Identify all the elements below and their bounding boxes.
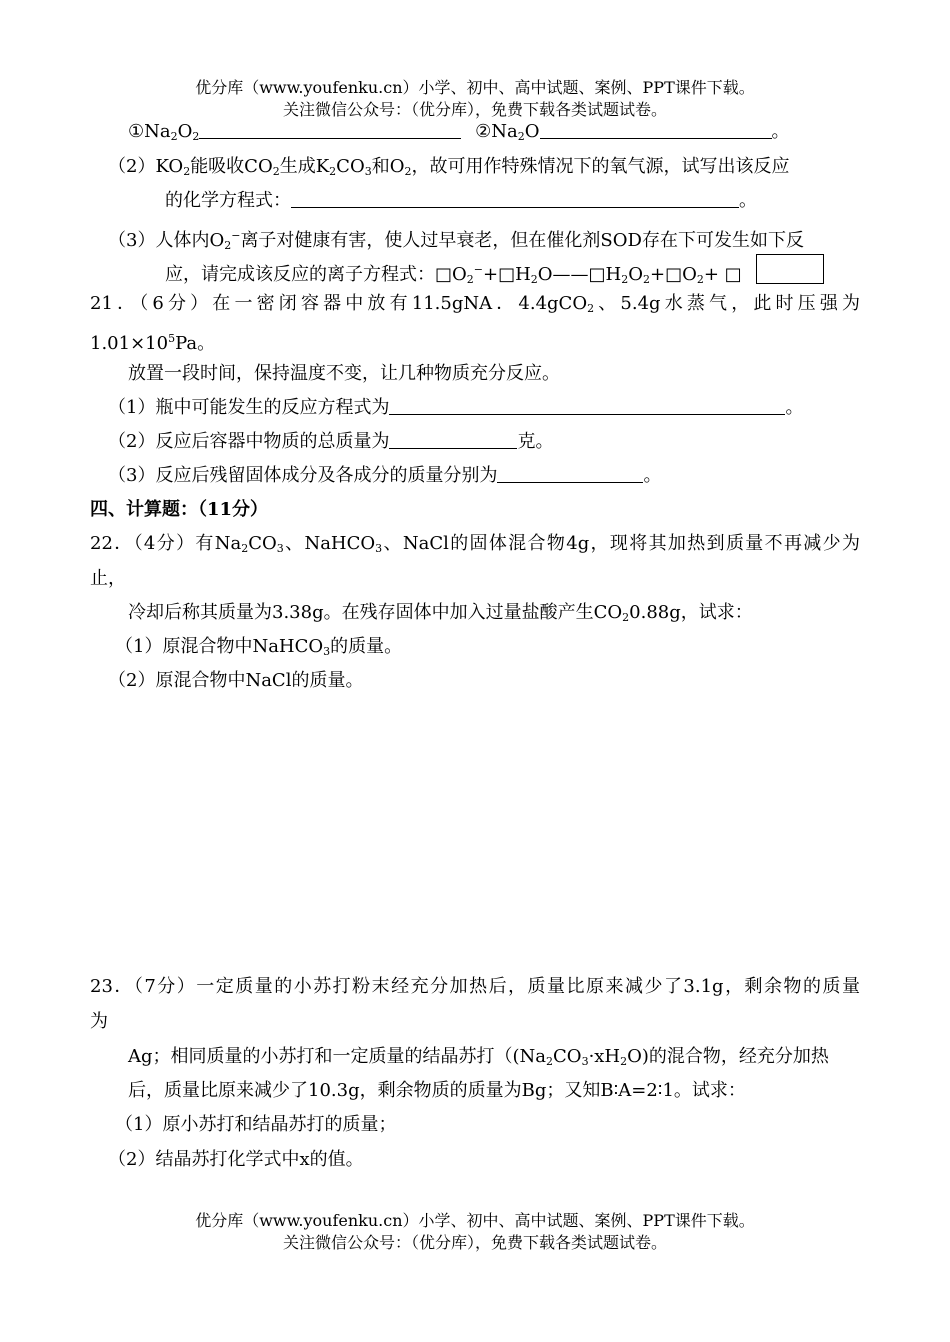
q23-sub-1: （1）原小苏打和结晶苏打的质量；	[115, 1114, 397, 1135]
q23-line-2: 为	[90, 1011, 108, 1032]
q23-sub-2: （2）结晶苏打化学式中x的值。	[108, 1149, 364, 1170]
q20-part2-line-1: $(2)KO_2$能吸收$CO_2$生成$K_2CO_3$和$O_2$，故可用作特殊情况下的氧气源，试写出该反应	[108, 156, 790, 178]
q20-part3-line-2: 应，请完成该反应的离子方程式：$□O_2^-+□H_2O——□H_2O_2+□O_2+$ □	[165, 263, 742, 286]
answer-blank[interactable]	[389, 396, 785, 415]
answer-blank[interactable]	[497, 464, 643, 483]
answer-blank[interactable]	[291, 189, 739, 208]
q23-line-4: 后，质量比原来减少了10.3g，剩余物质的质量为Bg；又知B∶A=2∶1。试求：	[128, 1080, 746, 1101]
q22-line-1: 22．（4分）有$Na_2CO_3$、NaHCO$_3$、NaCl的固体混合物4g，现将其加热到质量不再减少为	[90, 533, 860, 555]
q22-sub-2: （2）原混合物中NaCl的质量。	[108, 670, 364, 691]
q21-sub-2: （2）反应后容器中物质的总质量为 克。	[108, 431, 554, 452]
header-line-1: 优分库（www.youfenku.cn）小学、初中、高中试题、案例、PPT课件下载。	[195, 78, 755, 97]
footer-line-2: 关注微信公众号：（优分库），免费下载各类试题试卷。	[282, 1233, 667, 1252]
q21-sub-1: （1）瓶中可能发生的反应方程式为 。	[108, 397, 804, 418]
section-4-title: 四、计算题：（11分）	[90, 499, 269, 520]
answer-blank[interactable]	[199, 120, 461, 139]
q22-line-3: 冷却后称其质量为3.38g。在残存固体中加入过量盐酸产生$CO_20.88g$，试求：	[128, 602, 753, 624]
q21-line-1: 21．（6分）在一密闭容器中放有11.5gNA．4.4gCO$_2$、5.4g水蒸气，此时压强为	[90, 293, 860, 315]
q23-line-3: Ag；相同质量的小苏打和一定质量的结晶苏打（$(Na_2CO_3\cdot xH_2O)$的混合物，经充分加热	[128, 1046, 829, 1068]
q20-part2-line-2: 的化学方程式： 。	[165, 190, 757, 211]
q21-line-2: $1.01\times 10^5Pa$。	[90, 332, 216, 354]
header-line-2: 关注微信公众号：（优分库），免费下载各类试题试卷。	[282, 100, 667, 119]
footer-line-1: 优分库（www.youfenku.cn）小学、初中、高中试题、案例、PPT课件下载。	[195, 1211, 755, 1230]
answer-blank[interactable]	[540, 120, 772, 139]
answer-blank[interactable]	[389, 430, 517, 449]
q21-line-3: 放置一段时间，保持温度不变，让几种物质充分反应。	[128, 363, 560, 384]
q22-line-2: 止，	[90, 568, 126, 589]
q23-line-1: 23．（7分）一定质量的小苏打粉末经充分加热后，质量比原来减少了3.1g，剩余物的质量	[90, 976, 860, 997]
answer-box[interactable]	[756, 254, 824, 284]
q22-sub-1: （1）原混合物中NaHCO$_3$的质量。	[115, 636, 403, 658]
q21-sub-3: （3）反应后残留固体成分及各成分的质量分别为 。	[108, 465, 662, 486]
q20-line-1: $①Na_2O_2$ $②Na_2O$ 。	[128, 121, 790, 143]
q20-part3-line-1: （3）人体内$O_2^-$离子对健康有害，使人过早衰老，但在催化剂SOD存在下可发生如下反	[108, 229, 804, 252]
